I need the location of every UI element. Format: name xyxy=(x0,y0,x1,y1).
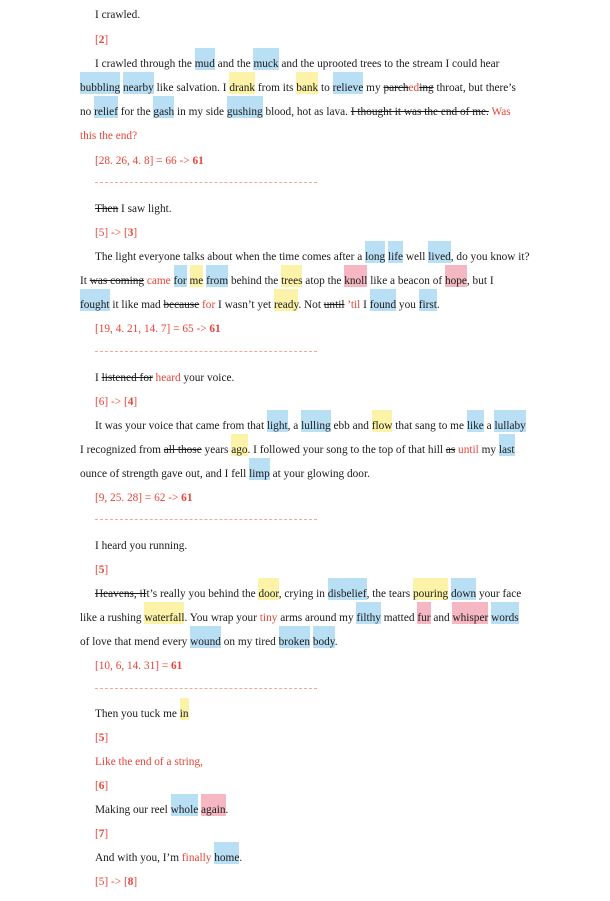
deleted-text: was coming xyxy=(89,275,145,287)
text-run: I crawled through the xyxy=(95,58,195,70)
inserted-text: 5 xyxy=(98,732,105,744)
text-run: arms around my xyxy=(277,612,357,624)
text-line xyxy=(95,563,108,577)
inserted-text: 5 xyxy=(98,564,105,576)
text-run: The light everyone talks about when the time comes after a xyxy=(95,251,366,263)
text-line xyxy=(95,395,137,409)
inserted-text: 7 xyxy=(98,828,105,840)
highlight-blue: relieve xyxy=(332,82,364,94)
text-run: matted xyxy=(380,612,418,624)
highlight-yellow: bank xyxy=(296,82,319,94)
text-line xyxy=(95,731,108,745)
text-run: I recognized from xyxy=(80,444,164,456)
inserted-text: 61 xyxy=(209,323,221,335)
deleted-text: as xyxy=(445,444,456,456)
deleted-text: I thought it was the end of me. xyxy=(350,106,489,118)
inserted-text: until xyxy=(455,444,479,456)
text-run: . Not xyxy=(298,299,324,311)
deleted-text: parch xyxy=(383,82,409,94)
inserted-text: ] xyxy=(133,396,138,408)
highlight-yellow: in xyxy=(179,708,189,720)
inserted-text: [5] -> [ xyxy=(95,876,128,888)
text-line xyxy=(95,154,204,168)
text-run: for the xyxy=(117,106,154,118)
text-run: from its xyxy=(255,82,297,94)
text-line xyxy=(95,491,192,505)
text-run: I xyxy=(95,372,102,384)
text-run: and the xyxy=(214,58,254,70)
deleted-text: Heavens, iI xyxy=(95,588,147,600)
text-run: and the uprooted trees to the stream I could hear xyxy=(278,58,500,70)
text-line xyxy=(95,827,108,841)
text-line xyxy=(95,875,137,889)
text-run: to xyxy=(318,82,333,94)
highlight-yellow: waterfall xyxy=(144,612,185,624)
text-run: , do you know it? xyxy=(450,251,530,263)
highlight-blue: home xyxy=(214,852,240,864)
highlight-blue: body xyxy=(312,636,335,648)
text-run: . I followed your song to the top of that hill xyxy=(247,444,446,456)
text-run: ebb and xyxy=(330,420,372,432)
text-run: It xyxy=(80,275,90,287)
deleted-text: because xyxy=(163,299,200,311)
highlight-blue: light xyxy=(266,420,288,432)
text-run: like a beacon of xyxy=(367,275,445,287)
inserted-text: heard xyxy=(152,372,181,384)
text-run: I heard you running. xyxy=(95,540,188,552)
inserted-text: [10, 6, 14. 31] = xyxy=(95,660,172,672)
highlight-blue: relief xyxy=(94,106,118,118)
text-run: throat, but there’s xyxy=(433,82,516,94)
inserted-text: this the end? xyxy=(80,130,138,142)
text-run: . You wrap your xyxy=(184,612,260,624)
text-line xyxy=(95,57,499,71)
highlight-blue: nearby xyxy=(123,82,154,94)
text-line xyxy=(95,419,526,433)
text-run: . xyxy=(334,636,338,648)
inserted-text: 3 xyxy=(127,227,134,239)
text-run: , crying in xyxy=(278,588,328,600)
text-run: and xyxy=(430,612,453,624)
highlight-blue: gash xyxy=(153,106,175,118)
text-line xyxy=(95,322,221,336)
inserted-text: [6] -> [ xyxy=(95,396,128,408)
inserted-text: for xyxy=(199,299,216,311)
inserted-text: [ xyxy=(95,780,99,792)
inserted-text: ] xyxy=(104,34,109,46)
text-run: atop the xyxy=(302,275,345,287)
highlight-blue: limp xyxy=(249,468,270,480)
text-line xyxy=(95,755,203,769)
text-run: I saw light. xyxy=(118,203,172,215)
highlight-blue: life xyxy=(388,251,404,263)
highlight-blue: mud xyxy=(194,58,215,70)
highlight-blue: like xyxy=(466,420,484,432)
text-run: well xyxy=(403,251,429,263)
text-run: , the tears xyxy=(366,588,414,600)
inserted-text: [ xyxy=(95,34,99,46)
inserted-text: Like the end of a string, xyxy=(95,756,203,768)
text-run: in my side xyxy=(174,106,227,118)
inserted-text: 61 xyxy=(192,155,204,167)
highlight-blue: from xyxy=(206,275,229,287)
text-line xyxy=(80,81,516,95)
deleted-text: until xyxy=(323,299,345,311)
highlight-yellow: me xyxy=(189,275,204,287)
text-run: . xyxy=(225,804,229,816)
highlight-yellow: ago xyxy=(231,444,248,456)
text-line xyxy=(80,129,137,143)
inserted-text: ] xyxy=(104,828,109,840)
section-divider xyxy=(95,351,317,352)
inserted-text: ] xyxy=(104,732,109,744)
text-run: behind the xyxy=(228,275,282,287)
highlight-blue: gushing xyxy=(226,106,263,118)
inserted-text: [ xyxy=(95,732,99,744)
highlight-yellow: door xyxy=(258,588,279,600)
inserted-text: finally xyxy=(181,852,212,864)
deleted-text: listened for xyxy=(101,372,153,384)
text-run: your voice. xyxy=(180,372,235,384)
text-run: on my tired xyxy=(220,636,279,648)
text-run: Making our reel xyxy=(95,804,171,816)
highlight-yellow: drank xyxy=(229,82,256,94)
text-run: years xyxy=(201,444,232,456)
text-line xyxy=(95,250,530,264)
highlight-pink: hope xyxy=(444,275,467,287)
text-run: t’s really you behind the xyxy=(146,588,259,600)
inserted-text: [28. 26, 4. 8] = 66 -> xyxy=(95,155,193,167)
text-run: It was your voice that came from that xyxy=(95,420,267,432)
inserted-text: [ xyxy=(95,828,99,840)
text-line xyxy=(95,226,137,240)
highlight-blue: wound xyxy=(190,636,221,648)
highlight-blue: whole xyxy=(170,804,199,816)
highlight-yellow: pouring xyxy=(413,588,449,600)
highlight-blue: disbelief xyxy=(327,588,367,600)
text-run: I xyxy=(360,299,370,311)
inserted-text: ] xyxy=(133,227,138,239)
text-run: like a rushing xyxy=(80,612,145,624)
highlight-blue: found xyxy=(369,299,397,311)
highlight-blue: words xyxy=(491,612,519,624)
text-line xyxy=(95,851,242,865)
text-line xyxy=(95,8,140,22)
highlight-blue: fought xyxy=(80,299,110,311)
inserted-text: tiny xyxy=(259,612,278,624)
text-line xyxy=(80,105,511,119)
text-run: it like mad xyxy=(109,299,164,311)
text-run: , a xyxy=(287,420,302,432)
inserted-text: ] xyxy=(104,564,109,576)
inserted-text: 8 xyxy=(127,876,134,888)
highlight-blue: bubbling xyxy=(80,82,121,94)
highlight-blue: filthy xyxy=(356,612,381,624)
section-divider xyxy=(95,688,317,689)
inserted-text: Was xyxy=(488,106,511,118)
inserted-text: [19, 4. 21, 14. 7] = 65 -> xyxy=(95,323,210,335)
deleted-text: all those xyxy=(163,444,202,456)
text-run: that sang to me xyxy=(392,420,467,432)
highlight-yellow: trees xyxy=(281,275,303,287)
text-run: like salvation. I xyxy=(153,82,230,94)
highlight-blue: lulling xyxy=(301,420,331,432)
text-run: . xyxy=(239,852,243,864)
highlight-blue: lived xyxy=(428,251,451,263)
text-line xyxy=(80,467,370,481)
text-run: my xyxy=(478,444,499,456)
highlight-yellow: ready xyxy=(274,299,299,311)
text-line xyxy=(95,33,108,47)
highlight-pink: whisper xyxy=(452,612,489,624)
text-run: ounce of strength gave out, and I fell xyxy=(80,468,250,480)
highlight-blue: broken xyxy=(278,636,310,648)
section-divider xyxy=(95,182,317,183)
text-run: . xyxy=(436,299,440,311)
text-run: a xyxy=(483,420,495,432)
inserted-text: came xyxy=(144,275,171,287)
text-line xyxy=(95,803,228,817)
highlight-blue: lullaby xyxy=(494,420,526,432)
text-run: blood, hot as lava. xyxy=(262,106,351,118)
inserted-text: ] xyxy=(104,780,109,792)
text-run: , but I xyxy=(466,275,494,287)
deleted-text: ing xyxy=(419,82,434,94)
inserted-text: ’til xyxy=(344,299,361,311)
highlight-pink: again xyxy=(201,804,226,816)
inserted-text: 61 xyxy=(171,660,183,672)
text-run: your face xyxy=(476,588,522,600)
text-run: at your glowing door. xyxy=(269,468,370,480)
inserted-text: [ xyxy=(95,564,99,576)
inserted-text: 4 xyxy=(127,396,134,408)
highlight-blue: down xyxy=(451,588,477,600)
inserted-text: ] xyxy=(133,876,138,888)
highlight-blue: for xyxy=(173,275,187,287)
text-line xyxy=(95,779,108,793)
inserted-text: [5] -> [ xyxy=(95,227,128,239)
inserted-text: 6 xyxy=(98,780,105,792)
text-line xyxy=(80,443,515,457)
inserted-text: 61 xyxy=(181,492,193,504)
highlight-yellow: flow xyxy=(371,420,393,432)
inserted-text: [9, 25. 28] = 62 -> xyxy=(95,492,182,504)
inserted-text: 2 xyxy=(98,34,105,46)
section-divider xyxy=(95,519,317,520)
text-run: of love that mend every xyxy=(80,636,191,648)
text-line xyxy=(80,298,440,312)
highlight-pink: knoll xyxy=(344,275,368,287)
text-line xyxy=(80,635,338,649)
text-line xyxy=(80,274,494,288)
text-line xyxy=(95,371,234,385)
highlight-blue: long xyxy=(365,251,386,263)
text-line xyxy=(95,659,182,673)
highlight-blue: first xyxy=(418,299,437,311)
text-run: Then you tuck me xyxy=(95,708,180,720)
text-run: my xyxy=(363,82,384,94)
text-line xyxy=(95,539,187,553)
text-line xyxy=(95,587,521,601)
text-run: And with you, I’m xyxy=(95,852,182,864)
text-line xyxy=(95,202,172,216)
highlight-blue: muck xyxy=(253,58,279,70)
inserted-text: ed xyxy=(408,82,420,94)
deleted-text: Then xyxy=(95,203,119,215)
text-run: no xyxy=(80,106,95,118)
highlight-blue: last xyxy=(498,444,515,456)
text-run: I crawled. xyxy=(95,9,141,21)
text-run: you xyxy=(396,299,419,311)
text-run: I wasn’t yet xyxy=(215,299,274,311)
text-line xyxy=(95,707,189,721)
text-line xyxy=(80,611,519,625)
highlight-pink: fur xyxy=(417,612,431,624)
